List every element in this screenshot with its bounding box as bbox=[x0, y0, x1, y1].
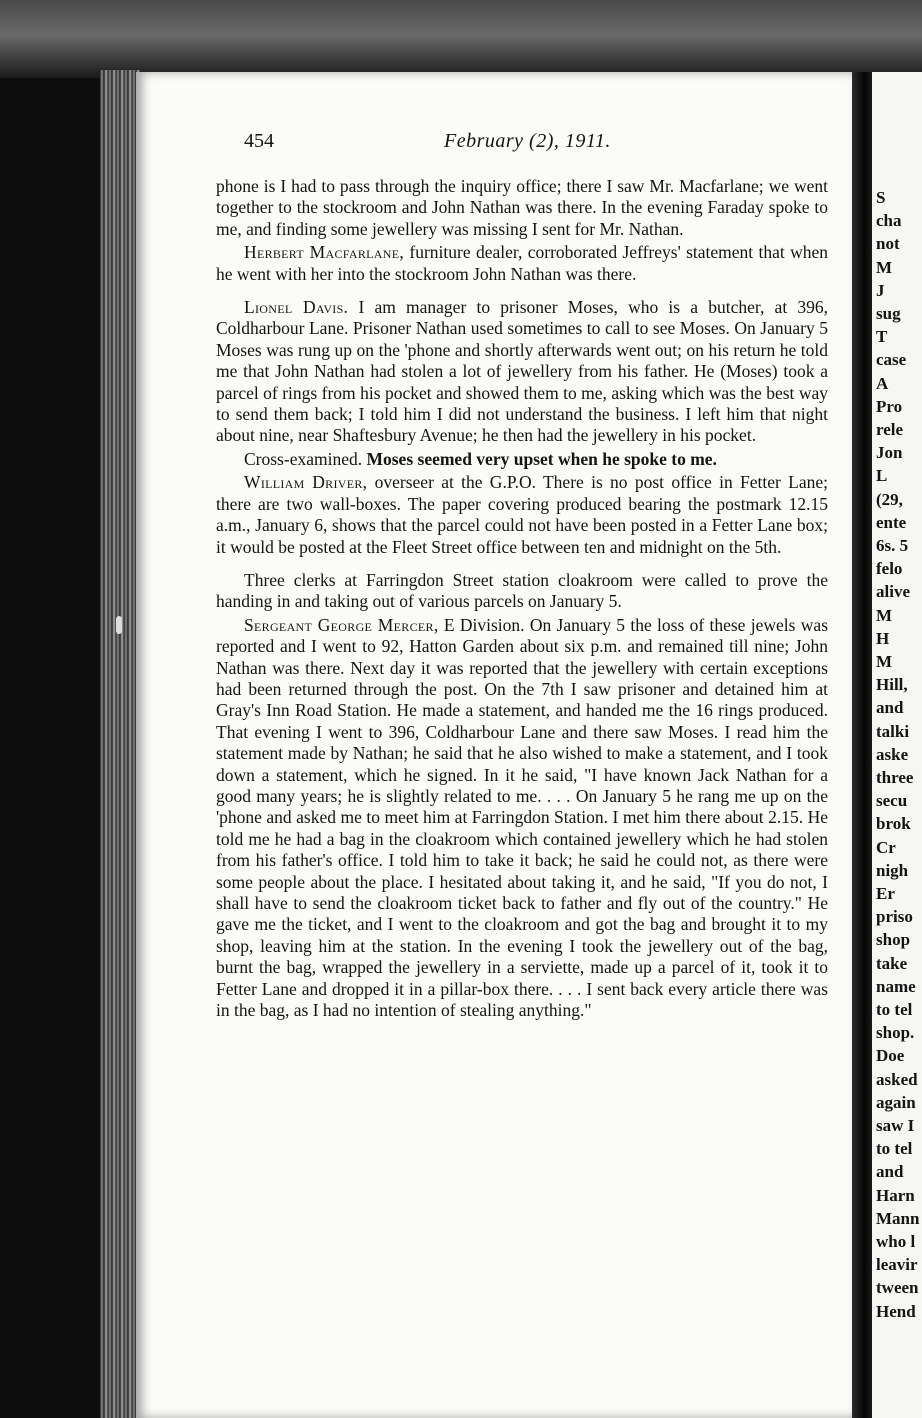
right-page-line: S bbox=[876, 188, 886, 207]
witness-name: Lionel Davis. bbox=[244, 297, 349, 318]
paragraph bbox=[216, 176, 828, 240]
margin-mark bbox=[116, 616, 122, 634]
right-page-line: cha bbox=[876, 211, 902, 231]
running-head: February (2), 1911. bbox=[444, 130, 611, 152]
right-page-line: talki bbox=[876, 721, 910, 741]
paragraph bbox=[216, 242, 828, 285]
paragraph bbox=[216, 615, 828, 1022]
right-page-line: leavir bbox=[876, 1255, 918, 1275]
paragraph-text: I am manager to prisoner Moses, who is a butcher, at 396, Coldharbour Lane. Prisoner Nathan used sometimes to call to see Moses. On January 5 Moses was rung up on the 'phone and shortly afterwards went out; on his return he told me that John Nathan had stolen a lot of jewellery from his father. He (Moses) took a parcel of rings from his pocket and showed them to me, asking which was the best way to send them back; I told him I did not understand the business. I left him that night about nine, near Shaftesbury Avenue; he then had the jewellery in his pocket. bbox=[216, 297, 829, 446]
right-page-line: secu bbox=[876, 791, 908, 811]
right-page-line: to tel bbox=[876, 1000, 913, 1019]
left-page bbox=[136, 72, 852, 1418]
right-page-line: ente bbox=[876, 512, 907, 532]
right-page-line: asked bbox=[876, 1069, 918, 1089]
right-page-line: Cr bbox=[876, 837, 896, 857]
right-page-line: Jon bbox=[876, 443, 903, 463]
paragraph bbox=[216, 449, 828, 470]
right-page-line: A bbox=[876, 373, 889, 393]
scan-background-top bbox=[0, 0, 922, 78]
paragraph-text: overseer at the G.P.O. There is no post office in Fetter Lane; there are two wall-boxes. The paper covering produced bearing the postmark 12.15 a.m., January 6, shows that the parcel could not have been posted in a Fetter Lane box; it would be posted at the Fleet Street office between ten and midnight on the 5th. bbox=[216, 472, 828, 557]
right-page-line: to tel bbox=[876, 1139, 913, 1159]
right-page-line: rele bbox=[876, 420, 904, 439]
right-page-line: shop. bbox=[876, 1023, 915, 1043]
right-page-line: saw I bbox=[876, 1116, 915, 1135]
right-page-line: Pro bbox=[876, 396, 903, 416]
right-page-line: Hend bbox=[876, 1301, 916, 1321]
right-page-line: take bbox=[876, 953, 908, 973]
paragraph bbox=[216, 297, 828, 447]
right-page-line: (29, bbox=[876, 489, 903, 509]
right-page-line: M bbox=[876, 605, 893, 625]
right-page-line: sug bbox=[876, 304, 901, 323]
book-page-edges bbox=[100, 70, 140, 1418]
right-page-line: case bbox=[876, 350, 907, 370]
right-page-line: nigh bbox=[876, 860, 909, 880]
right-page-line: three bbox=[876, 768, 914, 787]
right-page-line: Hill, bbox=[876, 675, 908, 695]
witness-name: Herbert Macfarlane, bbox=[244, 242, 405, 263]
right-page-line: Harn bbox=[876, 1185, 915, 1205]
paragraph bbox=[216, 570, 828, 613]
right-page-line: who l bbox=[876, 1232, 916, 1251]
paragraph-text: E Division. On January 5 the loss of these jewels was reported and I went to 92, Hatton Garden about six p.m. and remained till nine; John Nathan was there. Next day it was reported that the jewellery with certain exceptions had been returned through the post. On the 7th I saw prisoner and detained him at Gray's Inn Road Station. He made a statement, and handed me the 16 rings produced. That evening I went to 396, Coldharbour Lane and there saw Moses. I read him the statement made by Nathan; he said that he also wished to make a statement, and I took down a statement, which he signed. In it he said, "I have known Jack Nathan for a good many years; he is slightly related to me. . . . On January 5 he rang me up on the 'phone and asked me to meet him at Farringdon Station. I met him there about 2.15. He told me he had a bag in the cloakroom which contained jewellery which he had stolen from his father's office. I told him to take it back; he said he could not, as there were some people about the place. I hesitated about taking it, and he said, "If you do not, I shall have to send the cloakroom ticket back to father and fly out of the country." He gave me the ticket, and I went to the cloakroom and got the bag and brought it to my shop, leaving him at the station. In the evening I took the jewellery out of the bag, burnt the bag, wrapped the jewellery in a serviette, made up a parcel of it, took it to Fetter Lane and dropped it in a pillar-box there. . . . I sent back every article there was in the bag, as I had no intention of stealing anything." bbox=[216, 614, 828, 1021]
paragraph-text: phone is I had to pass through the inquiry office; there I saw Mr. Macfarlane; we went together to the stockroom and John Nathan was there. In the evening Faraday spoke to me, and finding some jewellery was missing I sent for Mr. Nathan. bbox=[216, 176, 828, 239]
paragraph bbox=[216, 472, 828, 558]
right-page-line: T bbox=[876, 327, 888, 347]
right-page-line: alive bbox=[876, 582, 910, 602]
right-page-line: name bbox=[876, 976, 916, 996]
witness-name: Sergeant George Mercer, bbox=[244, 614, 439, 635]
right-page-line: felo bbox=[876, 559, 903, 579]
right-page-line: Mann bbox=[876, 1208, 920, 1228]
right-page-fragment bbox=[872, 72, 922, 1418]
right-page-line: L bbox=[876, 466, 888, 486]
right-page-line: J bbox=[876, 280, 885, 300]
cross-examined-label: Cross-examined. bbox=[244, 448, 363, 469]
right-page-line: Doe bbox=[876, 1046, 905, 1066]
paragraph-text: Three clerks at Farringdon Street station cloakroom were called to prove the handing in and taking out of various parcels on January 5. bbox=[216, 569, 828, 612]
right-page-line: M bbox=[876, 257, 893, 277]
right-page-line: aske bbox=[876, 744, 909, 764]
right-page-line: again bbox=[876, 1092, 916, 1112]
right-page-line: M bbox=[876, 652, 893, 671]
right-page-line: shop bbox=[876, 930, 911, 950]
witness-name: William Driver, bbox=[244, 472, 368, 493]
right-page-line: and bbox=[876, 698, 904, 718]
right-page-line: not bbox=[876, 234, 900, 254]
right-page-line: priso bbox=[876, 907, 913, 927]
paragraph-text: Moses seemed very upset when he spoke to me. bbox=[362, 448, 717, 469]
right-page-line: tween bbox=[876, 1278, 919, 1298]
right-page-line: brok bbox=[876, 814, 911, 834]
page-number: 454 bbox=[244, 130, 274, 152]
book-gutter bbox=[852, 72, 872, 1418]
right-page-line: Er bbox=[876, 884, 895, 903]
paragraph-text: furniture dealer, corroborated Jeffreys' statement that when he went with her into the stockroom John Nathan was there. bbox=[216, 242, 828, 284]
right-page-line: 6s. 5 bbox=[876, 536, 909, 555]
right-page-line: H bbox=[876, 628, 890, 648]
body-text bbox=[216, 176, 828, 1021]
right-page-line: and bbox=[876, 1162, 904, 1182]
page-header bbox=[244, 130, 844, 160]
